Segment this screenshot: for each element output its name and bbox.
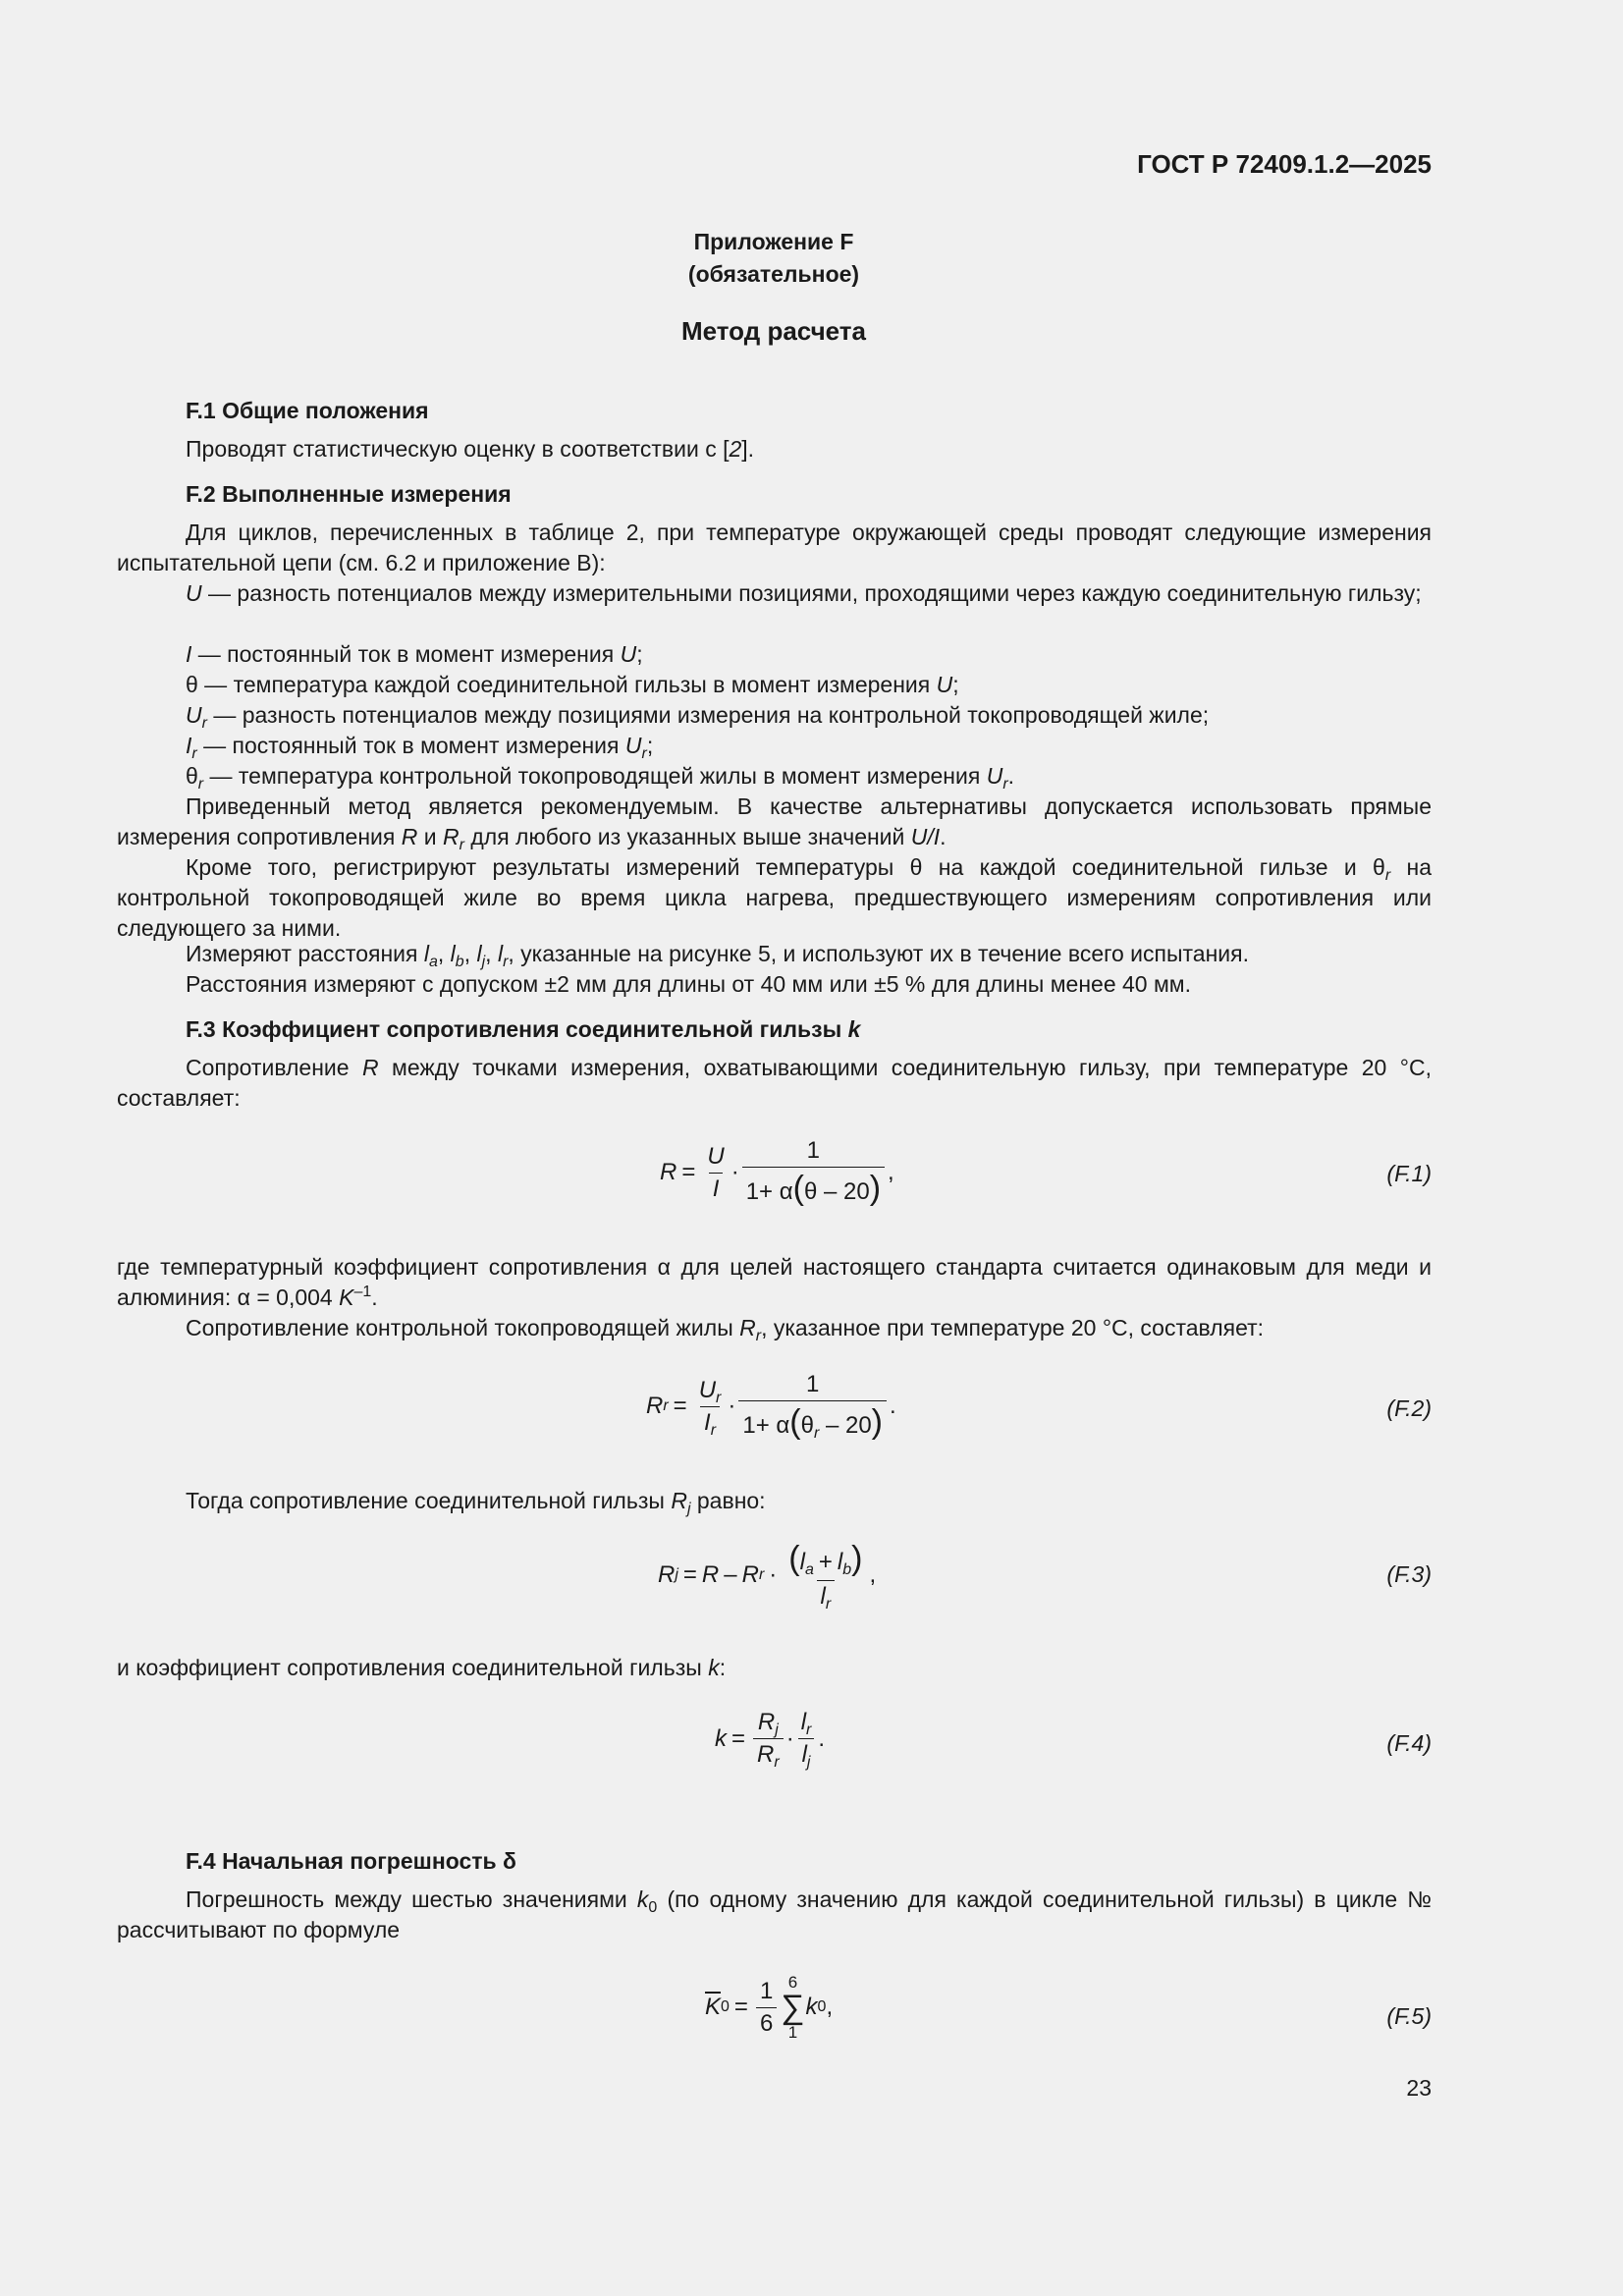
formula-f3-number: (F.3): [1386, 1561, 1432, 1587]
paragraph-coefficient-k: и коэффициент сопротивления соединительной гильзы k:: [117, 1655, 727, 1680]
summation-symbol: 6 ∑ 1: [781, 1973, 805, 2042]
definition-ur: $U_r$ — разность потенциалов между позициями измерения на контрольной токопроводящей жиле;: [186, 702, 1210, 732]
section-f1-paragraph: Проводят статистическую оценку в соответствии с [2].: [186, 436, 755, 462]
section-f2-heading: F.2 Выполненные измерения: [186, 481, 512, 507]
section-f2-intro: Для циклов, перечисленных в таблице 2, при температуре окружающей среды проводят следующие измерения испытательной цепи (см. 6.2 и приложение B):: [117, 519, 1432, 575]
page-number: 23: [1406, 2075, 1432, 2101]
definition-theta-r: $\theta_r$ — температура контрольной токопроводящей жилы в момент измерения $U_r$.: [186, 763, 1015, 793]
paragraph-initial-error: Погрешность между шестью значениями $k_0$ (по одному значению для каждой соединительной гильзы) в цикле № рассчитывают по формуле: [117, 1886, 1432, 1942]
section-f3-heading: F.3 Коэффициент сопротивления соединительной гильзы k: [186, 1016, 861, 1042]
formula-f2: R r = $\frac{U_r}{I_r}$ · $\frac{1}{1+ \alpha(\theta_r - 20)}$ .: [646, 1371, 896, 1442]
formula-f1: R = $\frac{U}{I}$ · $\frac{1}{1+ \alpha(\theta - 20)}$ ,: [660, 1137, 894, 1207]
formula-f4: k = $\frac{R_j}{R_r}$ · $\frac{l_r}{l_j}$ .: [715, 1709, 826, 1771]
definition-ir: $I_r$ — постоянный ток в момент измерения $U_r$;: [186, 733, 654, 762]
paragraph-alpha: где температурный коэффициент сопротивления α для целей настоящего стандарта считается одинаковым для меди и алюминия: α = 0,004 $K^{-1}$.: [117, 1254, 1432, 1310]
formula-f1-number: (F.1): [1386, 1161, 1432, 1186]
paragraph-tolerance: Расстояния измеряют с допуском ±2 мм для длины от 40 мм или ±5 % для длины менее 40 мм.: [186, 971, 1191, 997]
formula-f4-number: (F.4): [1386, 1730, 1432, 1756]
paragraph-resistance-rr: Сопротивление контрольной токопроводящей жилы $R_r$, указанное при температуре 20 °С, составляет:: [186, 1315, 1265, 1344]
annex-title: Метод расчета: [681, 316, 866, 346]
definition-theta: θ — температура каждой соединительной гильзы в момент измерения U;: [186, 672, 959, 697]
section-f4-heading: F.4 Начальная погрешность δ: [186, 1848, 516, 1874]
definition-u: U — разность потенциалов между измерительными позициями, проходящими через каждую соединительную гильзу;: [186, 580, 1422, 606]
formula-f5-number: (F.5): [1386, 2003, 1432, 2029]
annex-label: Приложение F: [693, 229, 854, 254]
annex-heading: [0, 226, 1547, 291]
annex-status: (обязательное): [687, 261, 860, 287]
formula-f2-number: (F.2): [1386, 1395, 1432, 1421]
paragraph-temperature: Кроме того, регистрируют результаты измерений температуры θ на каждой соединительной гильзе и $\theta_r$ на контрольной токопроводящей жиле во время цикла нагрева, предшествующего измерениям сопротивления или следующего за ними.: [117, 854, 1433, 941]
formula-f3: R j = R – R r · $\frac{(l_a + l_b)}{l_r}$ ,: [658, 1540, 877, 1613]
document-id: ГОСТ Р 72409.1.2—2025: [1137, 149, 1432, 179]
section-f1-heading: F.1 Общие положения: [186, 398, 429, 423]
definition-i: I — постоянный ток в момент измерения U;: [186, 641, 643, 667]
paragraph-alternative-method: Приведенный метод является рекомендуемым. В качестве альтернативы допускается использовать прямые измерения сопротивления R и $R_r$ для любого из указанных выше значений U/I.: [117, 793, 1432, 853]
paragraph-distances: Измеряют расстояния $l_a$, $l_b$, $l_j$, $l_r$, указанные на рисунке 5, и используют их в течение всего испытания.: [186, 941, 1249, 970]
formula-f5: $\overline{K}$ 0 = $\frac{1}{6}$ 6 ∑ 1 k 0 ,: [705, 1973, 834, 2042]
paragraph-resistance-rj: Тогда сопротивление соединительной гильзы $R_j$ равно:: [186, 1488, 766, 1517]
paragraph-resistance-r: Сопротивление R между точками измерения, охватывающими соединительную гильзу, при температуре 20 °С, составляет:: [117, 1055, 1432, 1111]
